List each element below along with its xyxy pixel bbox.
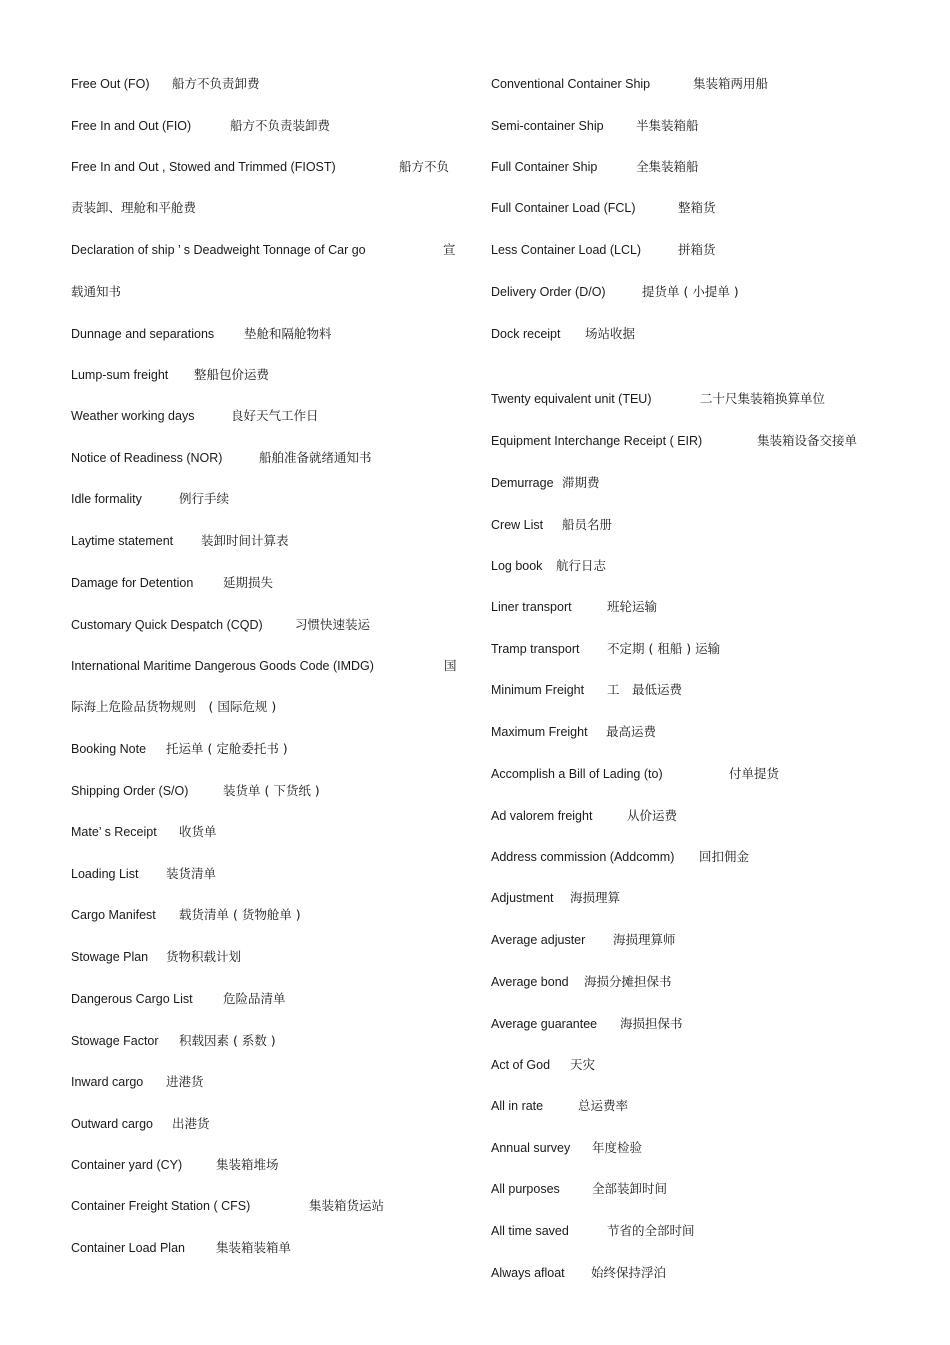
- chinese-translation: 海损理算师: [613, 932, 676, 947]
- english-term: Dunnage and separations: [71, 327, 215, 341]
- chinese-translation: 班轮运输: [607, 599, 658, 614]
- chinese-translation: 全部装卸时间: [592, 1181, 668, 1196]
- chinese-translation: 航行日志: [556, 558, 607, 573]
- chinese-translation: 收货单: [179, 824, 217, 839]
- english-term: Semi-container Ship: [491, 119, 604, 133]
- chinese-translation: 提货单 ( 小提单 ): [642, 284, 739, 299]
- english-term: Tramp transport: [491, 642, 580, 656]
- chinese-translation: 集装箱堆场: [216, 1157, 279, 1172]
- english-term: Shipping Order (S/O): [71, 784, 189, 798]
- chinese-translation: 危险品清单: [223, 991, 286, 1006]
- chinese-translation: 托运单 ( 定舱委托书 ): [166, 741, 288, 756]
- chinese-translation: 付单提货: [729, 766, 780, 781]
- english-term: Act of God: [491, 1058, 551, 1072]
- english-term: Crew List: [491, 518, 544, 532]
- english-term: All time saved: [491, 1224, 569, 1238]
- chinese-translation: 整箱货: [678, 200, 716, 215]
- english-term: Minimum Freight: [491, 683, 585, 697]
- chinese-translation: 船方不负责装卸费: [230, 118, 331, 133]
- chinese-translation: 半集装箱船: [636, 118, 699, 133]
- chinese-translation: 载通知书: [71, 284, 122, 299]
- english-term: Adjustment: [491, 891, 554, 905]
- chinese-translation: 货物积载计划: [166, 949, 242, 964]
- english-term: Full Container Ship: [491, 160, 598, 174]
- english-term: All in rate: [491, 1099, 544, 1113]
- chinese-translation: 回扣佣金: [699, 849, 750, 864]
- english-term: Lump-sum freight: [71, 368, 169, 382]
- english-term: Container yard (CY): [71, 1158, 183, 1172]
- chinese-translation: 船方不负: [399, 159, 450, 174]
- english-term: Laytime statement: [71, 534, 174, 548]
- english-term: Full Container Load (FCL): [491, 201, 636, 215]
- english-term: Always afloat: [491, 1266, 565, 1280]
- chinese-translation: 年度检验: [592, 1140, 643, 1155]
- english-term: All purposes: [491, 1182, 560, 1196]
- english-term: Dangerous Cargo List: [71, 992, 193, 1006]
- english-term: Container Load Plan: [71, 1241, 185, 1255]
- chinese-translation: 海损分摊担保书: [584, 974, 672, 989]
- chinese-translation: 装货清单: [166, 866, 217, 881]
- chinese-translation: 装货单 ( 下货纸 ): [223, 783, 320, 798]
- chinese-translation: 出港货: [172, 1116, 210, 1131]
- chinese-translation: 总运费率: [578, 1098, 629, 1113]
- english-term: Booking Note: [71, 742, 147, 756]
- english-term: Idle formality: [71, 492, 142, 506]
- chinese-translation: 船员名册: [562, 517, 613, 532]
- chinese-translation: 节省的全部时间: [607, 1223, 695, 1238]
- english-term: Average adjuster: [491, 933, 586, 947]
- chinese-translation: 垫舱和隔舱物料: [244, 326, 332, 341]
- chinese-translation: 天灾: [570, 1057, 596, 1072]
- english-term: Maximum Freight: [491, 725, 588, 739]
- english-term: Conventional Container Ship: [491, 77, 651, 91]
- english-term: Log book: [491, 559, 543, 573]
- english-term: Customary Quick Despatch (CQD): [71, 618, 263, 632]
- english-term: Cargo Manifest: [71, 908, 156, 922]
- english-term: Ad valorem freight: [491, 809, 593, 823]
- chinese-translation: 延期损失: [223, 575, 274, 590]
- chinese-translation: 例行手续: [179, 491, 230, 506]
- english-term: Accomplish a Bill of Lading (to): [491, 767, 663, 781]
- chinese-translation: 积载因素 ( 系数 ): [179, 1033, 276, 1048]
- chinese-translation: 集装箱货运站: [309, 1198, 385, 1213]
- chinese-translation: 不定期 ( 租船 ) 运输: [607, 641, 721, 656]
- english-term: Twenty equivalent unit (TEU): [491, 392, 652, 406]
- english-term: Stowage Plan: [71, 950, 149, 964]
- chinese-translation: 载货清单 ( 货物舱单 ): [179, 907, 301, 922]
- chinese-translation: 滞期费: [562, 475, 600, 490]
- english-term: Outward cargo: [71, 1117, 153, 1131]
- english-term: Weather working days: [71, 409, 195, 423]
- english-term: Demurrage: [491, 476, 554, 490]
- english-term: Dock receipt: [491, 327, 561, 341]
- chinese-translation: 海损理算: [570, 890, 621, 905]
- chinese-translation: 习惯快速装运: [295, 617, 371, 632]
- english-term: Loading List: [71, 867, 139, 881]
- english-term: Less Container Load (LCL): [491, 243, 642, 257]
- english-term: Liner transport: [491, 600, 572, 614]
- chinese-translation: 整船包价运费: [194, 367, 270, 382]
- chinese-translation: 始终保持浮泊: [591, 1265, 667, 1280]
- english-term: Annual survey: [491, 1141, 571, 1155]
- chinese-translation: 最高运费: [606, 724, 657, 739]
- english-term: Damage for Detention: [71, 576, 194, 590]
- chinese-translation: 海损担保书: [620, 1016, 683, 1031]
- chinese-translation: 际海上危险品货物规则 ( 国际危规 ): [71, 699, 277, 714]
- english-term: Address commission (Addcomm): [491, 850, 675, 864]
- chinese-translation: 集装箱两用船: [693, 76, 769, 91]
- english-term: Mate’ s Receipt: [71, 825, 157, 839]
- english-term: Stowage Factor: [71, 1034, 159, 1048]
- english-term: Free Out (FO): [71, 77, 150, 91]
- english-term: Free In and Out , Stowed and Trimmed (FIOST): [71, 160, 336, 174]
- chinese-translation: 责装卸、理舱和平舱费: [71, 200, 197, 215]
- chinese-translation: 拼箱货: [678, 242, 716, 257]
- chinese-translation: 工 最低运费: [607, 682, 683, 697]
- english-term: Notice of Readiness (NOR): [71, 451, 223, 465]
- chinese-translation: 场站收据: [585, 326, 636, 341]
- chinese-translation: 国: [444, 658, 457, 673]
- chinese-translation: 全集装箱船: [636, 159, 699, 174]
- english-term: Average guarantee: [491, 1017, 598, 1031]
- chinese-translation: 船方不负责卸费: [172, 76, 260, 91]
- chinese-translation: 装卸时间计算表: [201, 533, 289, 548]
- chinese-translation: 二十尺集装箱换算单位: [700, 391, 826, 406]
- english-term: Delivery Order (D/O): [491, 285, 606, 299]
- english-term: Declaration of ship ’ s Deadweight Tonnage of Car go: [71, 243, 366, 257]
- english-term: Container Freight Station ( CFS): [71, 1199, 251, 1213]
- chinese-translation: 进港货: [166, 1074, 204, 1089]
- english-term: Free In and Out (FIO): [71, 119, 192, 133]
- english-term: Average bond: [491, 975, 569, 989]
- english-term: International Maritime Dangerous Goods Code (IMDG): [71, 659, 374, 673]
- chinese-translation: 集装箱装箱单: [216, 1240, 292, 1255]
- chinese-translation: 宣: [443, 242, 456, 257]
- english-term: Inward cargo: [71, 1075, 144, 1089]
- chinese-translation: 船舶准备就绪通知书: [259, 450, 372, 465]
- chinese-translation: 良好天气工作日: [231, 408, 319, 423]
- chinese-translation: 从价运费: [627, 808, 678, 823]
- english-term: Equipment Interchange Receipt ( EIR): [491, 434, 703, 448]
- chinese-translation: 集装箱设备交接单: [757, 433, 858, 448]
